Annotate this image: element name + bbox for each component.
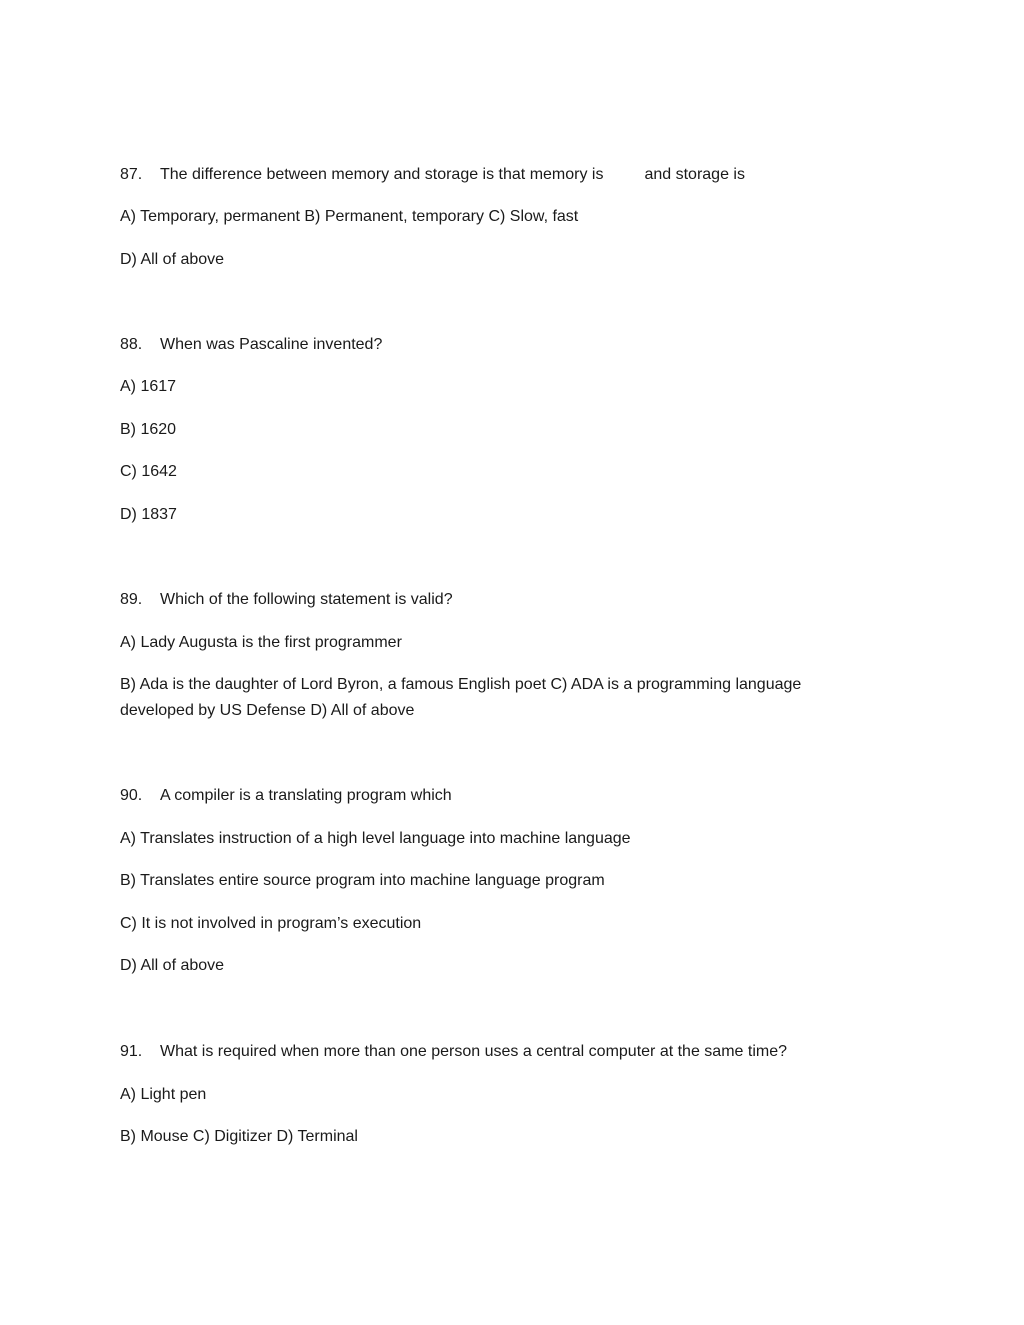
question-91-option: A) Light pen <box>120 1086 207 1103</box>
question-88-option: B) 1620 <box>120 421 177 438</box>
question-87-option: D) All of above <box>120 251 225 268</box>
question-88-option: C) 1642 <box>120 463 177 480</box>
question-90-option: B) Translates entire source program into machine language program <box>120 872 605 889</box>
question-text-continued: and storage is <box>644 166 745 183</box>
question-91-option: B) Mouse C) Digitizer D) Terminal <box>120 1128 358 1145</box>
question-88-option: D) 1837 <box>120 506 177 523</box>
question-90-option: D) All of above <box>120 957 225 974</box>
question-number: 90. <box>120 787 143 804</box>
question-number: 88. <box>120 336 143 353</box>
question-90-option: A) Translates instruction of a high level language into machine language <box>120 830 631 847</box>
question-88-prompt <box>120 335 382 355</box>
question-number: 89. <box>120 591 143 608</box>
question-text: The difference between memory and storage is that memory is <box>160 166 604 183</box>
question-89-option: A) Lady Augusta is the first programmer <box>120 634 402 651</box>
question-text: What is required when more than one person uses a central computer at the same time? <box>160 1043 787 1060</box>
question-number: 91. <box>120 1043 143 1060</box>
question-89-prompt <box>120 590 453 610</box>
question-number: 87. <box>120 166 143 183</box>
question-text: Which of the following statement is valid? <box>160 591 453 608</box>
question-88-option: A) 1617 <box>120 378 177 395</box>
question-89-option: B) Ada is the daughter of Lord Byron, a famous English poet C) ADA is a programming language developed by US Defense D) All of above <box>120 676 802 719</box>
question-text: When was Pascaline invented? <box>160 336 383 353</box>
question-87-option: A) Temporary, permanent B) Permanent, temporary C) Slow, fast <box>120 208 579 225</box>
question-90-prompt <box>120 786 452 806</box>
question-91-prompt <box>120 1042 787 1062</box>
question-90-option: C) It is not involved in program’s execution <box>120 915 422 932</box>
question-text: A compiler is a translating program which <box>160 787 452 804</box>
question-87-prompt <box>120 165 745 185</box>
